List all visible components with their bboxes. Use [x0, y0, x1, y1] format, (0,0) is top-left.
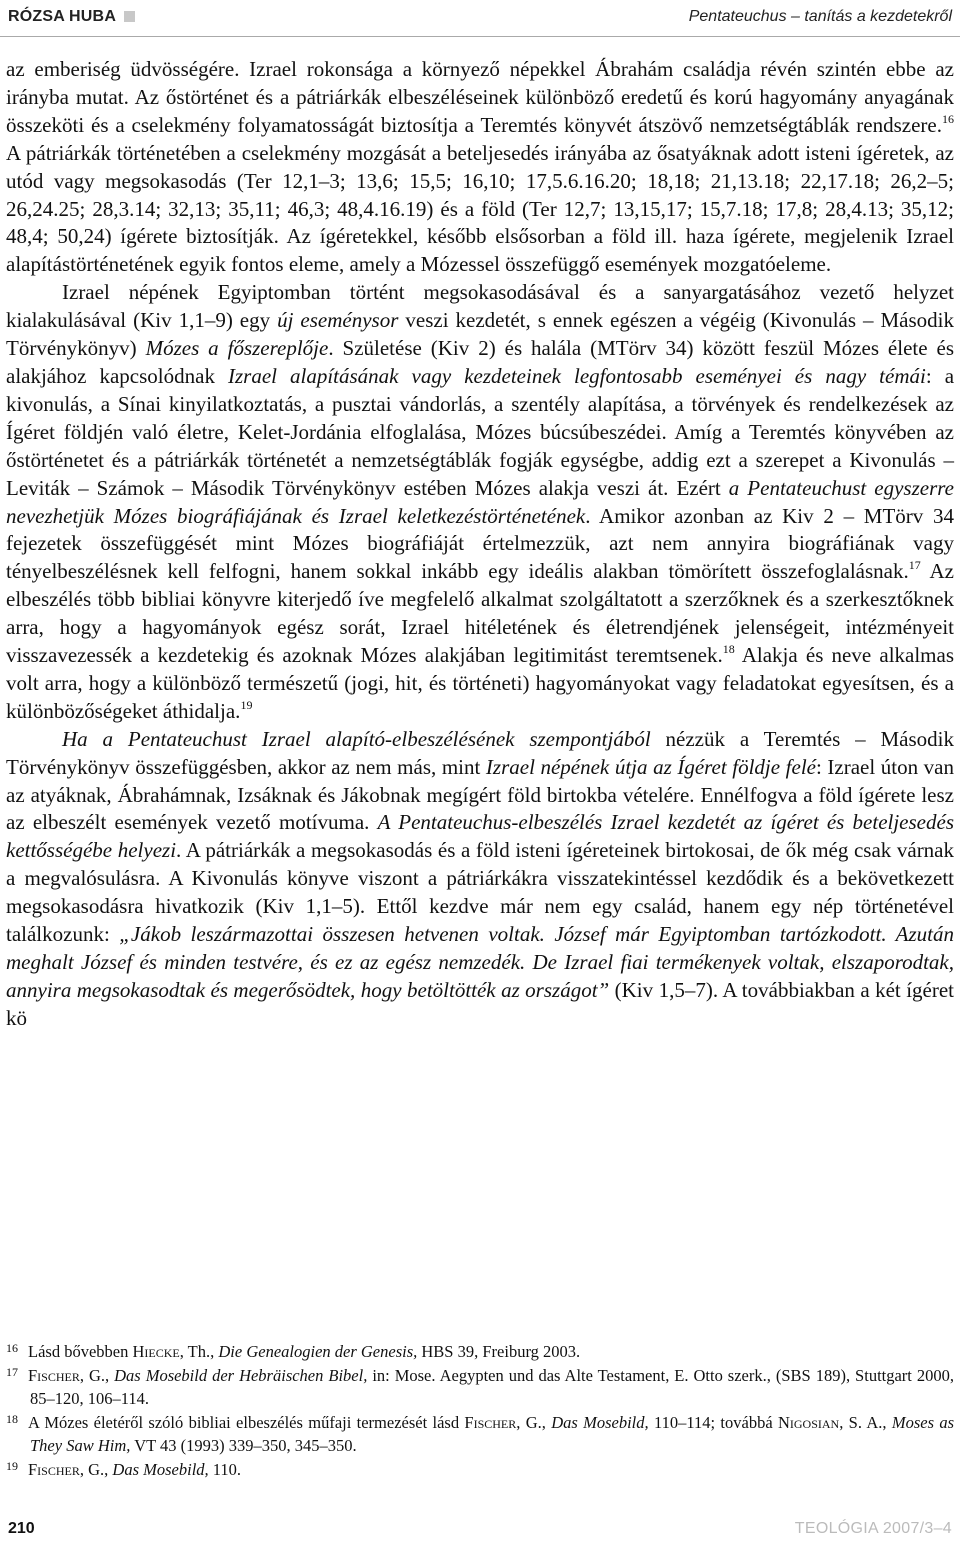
footnote-text: HBS 39, Freiburg 2003. — [417, 1342, 581, 1361]
footnote-ref-17[interactable]: 17 — [908, 558, 921, 573]
footnote-text: , G., — [516, 1412, 552, 1432]
paragraph-1 — [6, 56, 954, 279]
text-run: . Születése (Kiv 2) és halála (MTörv 34) között feszül Mózes élete és alakjához kapcsolódnak — [6, 336, 954, 388]
footnote-ref-18[interactable]: 18 — [722, 642, 735, 657]
footnote-text: , G., — [79, 1459, 113, 1479]
footnote-text: , G., — [79, 1365, 115, 1385]
italic-run: A Pentateuchus-elbeszélés Izrael kezdetét az ígéret és beteljesedés kettősségébe helyezi — [6, 810, 954, 863]
journal-name: TEOLÓGIA 2007/3–4 — [794, 1520, 952, 1537]
footnote-18: 18 A Mózes életéről szóló bibliai elbeszélés műfaji termezését lásd Fischer, G., Das Mosebild, 110–114; továbbá Nigosian, S. A., Moses as They Saw Him, VT 43 (1993) 339–350, 345–350. — [6, 1411, 955, 1455]
text-run: nézzük a Teremtés – Második Törvénykönyv összefüggésben, akkor az nem más, mint — [6, 726, 955, 779]
footnote-author: Hiecke — [132, 1342, 180, 1361]
italic-run: a Pentateuchust egyszerre nevezhetjük Mózes biográfiájának és Izrael keletkezéstörténetének — [6, 475, 954, 528]
body-text — [6, 56, 954, 1033]
italic-run: Izrael népének útja az Ígéret földje felé — [485, 754, 816, 779]
text-run: . Amikor azonban az Kiv 2 – MTörv 34 fejezetek összefüggését mint Mózes biográfiáját értelmezzük, azt nem annyira biográfiának vagy tényelbeszélésnek kell felfogni, hanem sokkal inkább egy ideális alakban tömörített összefoglalásnak. — [6, 503, 954, 584]
text-run: A pátriárkák történetében a cselekmény mozgását a beteljesedés irányába az ősatyáknak adott isteni ígéretek, az utód vagy megsokasodás (Ter 12,1–3; 13,6; 15,5; 16,10; 17,5.6.16.20; 18,18; 21,13.18; 22,17.18; 26,2–5; 26,24.25; 28,3.14; 32,13; 35,11; 46,3; 48,4.16.19) és a föld (Ter 12,7; 13,15,17; 15,7.18; 17,8; 28,4.13; 35,12; 48,4; 50,24) ígérete biztosítják. Az ígéretekkel, később elsősorban a föld ill. haza ígérete, megjelenik Izrael alapítástörténetének egyik fontos eleme, amely a Mózessel összefüggő események mozgatóeleme. — [6, 140, 954, 277]
footnote-title: Das Mosebild, — [112, 1459, 209, 1479]
footnote-ref-16[interactable]: 16 — [942, 111, 954, 126]
footnote-title: Die Genealogien der Genesis, — [218, 1342, 418, 1361]
page-footer — [0, 1512, 960, 1544]
footnote-19: 19 Fischer, G., Das Mosebild, 110. — [6, 1458, 242, 1479]
text-run: veszi kezdetét, s ennek egészen a végéig (Kivonulás – Második Törvénykönyv) — [6, 308, 954, 361]
italic-quote: „Jákob leszármazottai összesen hetvenen voltak. József már Egyiptomban tartózkodott. Azután meghalt József és minden testvére, és ez az egész nemzedék. De Izrael fiai termékenyek voltak, elszaporodtak, annyira megsokasodtak és megerősödtek, hogy betöltötték az országot” — [6, 922, 954, 1002]
footnote-text: 110. — [208, 1459, 242, 1479]
footnote-text: VT 43 (1993) 339–350, 345–350. — [130, 1436, 357, 1455]
text-run: az emberiség üdvösségére. Izrael rokonsága a környező népekkel Ábrahám családja révén szintén ebbe az irányba mutat. Az őstörténet és a pátriárkák elbeszéléseinek különböző eredetű és korú hagyomány anyagának összeköti és a cselekmény folyamatosságát biztosítja a Teremtés könyvét átszövő nemzetségtáblák rendszere. — [6, 57, 954, 137]
italic-run: Mózes a főszereplője — [145, 336, 329, 361]
footnote-author: Nigosian — [777, 1412, 840, 1432]
footnotes — [6, 1340, 954, 1481]
paragraph-2 — [6, 279, 954, 726]
square-ornament-icon — [124, 11, 135, 22]
footnote-16: 16 Lásd bővebben Hiecke, Th., Die Genealogien der Genesis, HBS 39, Freiburg 2003. — [6, 1341, 581, 1361]
text-run: : Izrael úton van az atyáknak, Ábrahámnak, Izsáknak és Jákobnak megígért föld birtokba vételére. Ennélfogva a föld ígérete lesz az elbeszélt események vezető motívuma. — [6, 754, 954, 835]
footnote-text: , S. A., — [839, 1412, 892, 1432]
header-author — [8, 8, 135, 26]
footnote-author: Fischer — [28, 1459, 80, 1479]
footnote-ref-19[interactable]: 19 — [240, 697, 253, 712]
footnote-title: Das Mosebild, — [551, 1412, 649, 1432]
text-run: Izrael népének Egyiptomban történt megsokasodásával és a sanyargatásához vezető helyzet kialakulásával (Kiv 1,1–9) egy — [6, 280, 954, 333]
text-run: : a kivonulás, a Sínai kinyilatkoztatás, a pusztai vándorlás, a szentély alapítása, a törvények és rendelkezések az Ígéret földjén való életre, Kelet-Jordánia elfoglalása, Mózes búcsúbeszédei. Amíg a Teremtés könyvében az őstörténetet és a pátriárkák történetét a nemzetségtáblák fogják egységbe, addig ezt a szerepet a Kivonulás – Leviták – Számok – Második Törvénykönyv estében Mózes alakja veszi át. Ezért — [6, 363, 955, 500]
footnote-17: 17 Fischer, G., Das Mosebild der Hebräischen Bibel, in: Mose. Aegypten und das Alte Testament, E. Otto szerk., (SBS 189), Stuttgart 2000, 85–120, 106–114. — [6, 1364, 954, 1408]
text-run: Alakja és neve alkalmas volt arra, hogy a különböző természetű (jogi, hit, és történeti) hagyományokat vagy feladatokat egyesítsen, és a különbözőségeket áthidalja. — [6, 643, 955, 723]
paragraph-3 — [6, 726, 954, 1033]
footnote-text: 110–114; továbbá — [648, 1412, 778, 1432]
footnote-title: Moses as They Saw Him, — [30, 1412, 955, 1455]
text-run: . A pátriárkák a megsokasodás és a föld isteni ígéreteinek birtokosai, de ők még csak várnak a megvalósulásra. A Kivonulás könyve viszont a pátriárkákra visszatekintéssel kezdődik és a bekövetkezett megsokasodásra hivatkozik (Kiv 1,1–5). Ettől kezdve már nem egy család, hanem egy nép történetével találkozunk: — [6, 838, 955, 947]
footnote-author: Fischer — [28, 1365, 80, 1385]
page-header — [0, 0, 960, 36]
footnote-text: A Mózes életéről szóló bibliai elbeszélés műfaji termezését lásd — [28, 1412, 465, 1432]
text-run: Az elbeszélés több bibliai könyvre kiterjedő íve megfelelő alkalmat szolgáltatott a szerzőknek és a szerkesztőknek arra, hogy a hagyományok egész sorát, Izrael hitéletének és életrendjének jelenségeit, intézményeit visszavezessék a kezdetekig és azoknak Mózes alakjában legitimitást teremtsenek. — [6, 559, 954, 668]
italic-run: Ha a Pentateuchust Izrael alapító-elbeszélésének szempontjából — [62, 726, 651, 751]
italic-run: Izrael alapításának vagy kezdeteinek legfontosabb eseményei és nagy témái — [227, 363, 926, 388]
running-title: Pentateuchus – tanítás a kezdetekről — [688, 8, 952, 25]
text-run: (Kiv 1,5–7). A továbbiakban a két ígéret kö — [6, 977, 955, 1030]
footnote-text: Lásd bővebben — [28, 1342, 133, 1361]
footnote-text: in: Mose. Aegypten und das Alte Testament, E. Otto szerk., (SBS 189), Stuttgart 2000, 85–120, 106–114. — [30, 1365, 954, 1408]
italic-run: új eseménysor — [277, 308, 399, 333]
page-number: 210 — [8, 1520, 35, 1537]
header-rule — [0, 36, 960, 37]
author-name: RÓZSA HUBA — [8, 8, 117, 25]
footnote-title: Das Mosebild der Hebräischen Bibel, — [114, 1365, 368, 1385]
footnote-author: Fischer — [464, 1412, 517, 1432]
footnote-text: , Th., — [179, 1342, 219, 1361]
